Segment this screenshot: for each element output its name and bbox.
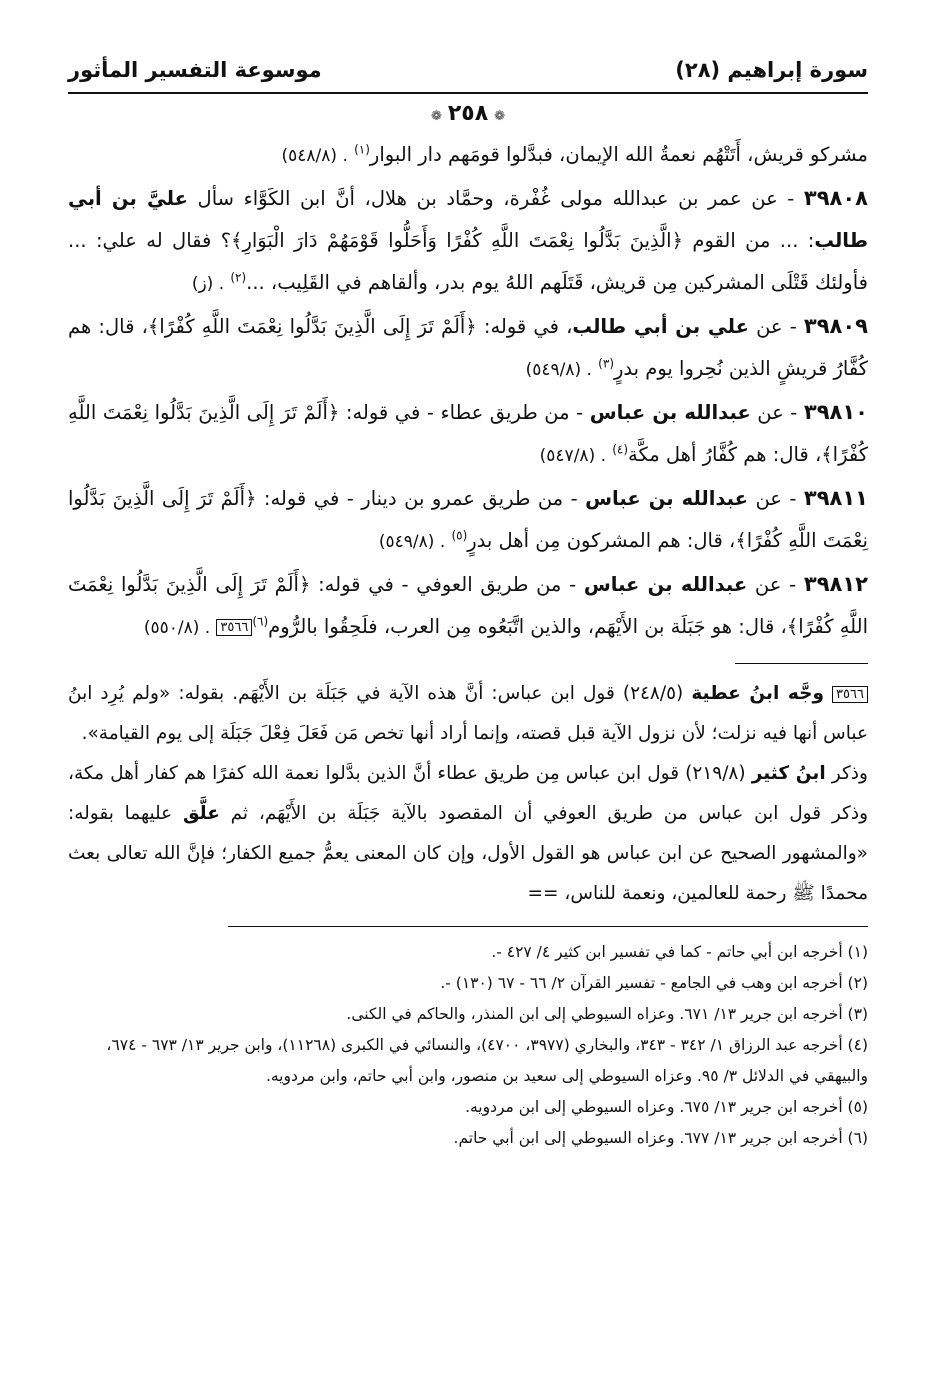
footnote: (٤) أخرجه عبد الرزاق ١/ ٣٤٢ - ٣٤٣، والبخاري (٣٩٧٧، ٤٧٠٠)، والنسائي في الكبرى (١١٢٦٨)، وابن جرير ١٣/ ٦٧٣ - ٦٧٤، والبيهقي في الدلائل ٣/ ٩٥. وعزاه السيوطي إلى سعيد بن منصور، وابن أبي حاتم، وابن مردويه. (106, 1036, 868, 1085)
note-number-box: ٣٥٦٦ (832, 686, 868, 703)
entry: ٣٩٨١٢ - عن عبدالله بن عباس - من طريق العوفي - في قوله: ﴿أَلَمْ تَرَ إِلَى الَّذِينَ بَدَّلُوا نِعْمَتَ اللَّهِ كُفْرًا﴾، قال: هو جَبَلَة بن الأَيْهَم، والذين اتَّبَعُوه مِن العرب، فلَحِقُوا بالرُّوم$^{(٦)}$٣٥٦٦ . (٥٥٠/٨) (68, 572, 868, 638)
page-number: ❁٢٥٨❁ (68, 94, 868, 134)
entry-number: ٣٩٨١١ (803, 486, 868, 510)
entry: ٣٩٨٠٩ - عن علي بن أبي طالب، في قوله: ﴿أَلَمْ تَرَ إِلَى الَّذِينَ بَدَّلُوا نِعْمَتَ اللَّهِ كُفْرًا﴾، قال: هم كُفَّارُ قريشٍ الذين نُحِروا يوم بدرٍ$^{(٣)}$ . (٥٤٩/٨) (68, 314, 868, 380)
note-separator (735, 663, 868, 664)
ornament-icon: ❁ (430, 109, 442, 124)
footnote: (٣) أخرجه ابن جرير ١٣/ ٦٧١. وعزاه السيوطي إلى ابن المنذر، والحاكم في الكنى. (346, 1005, 868, 1023)
entry-number: ٣٩٨٠٨ (803, 186, 868, 210)
narrator-name: عبدالله بن عباس (585, 487, 748, 510)
commentary-note: ٣٥٦٦ وجَّه ابنُ عطية (٢٤٨/٥) قول ابن عباس: أنَّ هذه الآية في جَبَلَة بن الأَيْهَم. بقوله: «ولم يُرِد ابنُ عباس أنها فيه نزلت؛ لأن نزول الآية قبل قصته، وإنما أراد أنها تخص مَن فَعَلَ فِعْلَ جَبَلَة إلى يوم القيامة». وذكر ابنُ كثير (٢١٩/٨) قول ابن عباس مِن طريق عطاء أنَّ الذين بدَّلوا نعمة الله كفرًا هم كفار أهل مكة، وذكر قول ابن عباس من طريق العوفي أن المقصود بالآية جَبَلَة بن الأَيْهَم، ثم علَّق عليهما بقوله: «والمشهور الصحيح عن ابن عباس هو القول الأول، وإن كان المعنى يعمُّ جميع الكفار؛ فإنَّ الله تعالى بعث محمدًا ﷺ رحمة للعالمين، ونعمة للناس، == (68, 683, 869, 904)
entry: ٣٩٨٠٨ - عن عمر بن عبدالله مولى غُفْرة، وحمَّاد بن هلال، أنَّ ابن الكَوَّاء سأل عليَّ بن أبي طالب: ... من القوم ﴿الَّذِينَ بَدَّلُوا نِعْمَتَ اللَّهِ كُفْرًا وَأَحَلُّوا قَوْمَهُمْ دَارَ الْبَوَارِ﴾؟ فقال له علي: ... فأولئك قَتْلَى المشركين مِن قريش، قَتَلَهم اللهُ يوم بدر، وألقاهم في القَلِيب، ...$^{(٢)}$ . (ز) (68, 186, 868, 294)
narrator-name: عبدالله بن عباس (589, 401, 751, 424)
entry: مشركو قريش، أَتَتْهُم نعمةُ الله الإيمان، فبدَّلوا قومَهم دار البوار$^{(١)}$ . (٥٤٨/٨) (281, 142, 868, 166)
running-header (68, 52, 868, 94)
footnotes (68, 937, 868, 1154)
entry-number: ٣٩٨١٠ (803, 400, 868, 424)
entry: ٣٩٨١٠ - عن عبدالله بن عباس - من طريق عطاء - في قوله: ﴿أَلَمْ تَرَ إِلَى الَّذِينَ بَدَّلُوا نِعْمَتَ اللَّهِ كُفْرًا﴾، قال: هم كُفَّارُ أهل مكَّة$^{(٤)}$ . (٥٤٧/٨) (68, 400, 868, 466)
entry: ٣٩٨١١ - عن عبدالله بن عباس - من طريق عمرو بن دينار - في قوله: ﴿أَلَمْ تَرَ إِلَى الَّذِينَ بَدَّلُوا نِعْمَتَ اللَّهِ كُفْرًا﴾، قال: هم المشركون مِن أهل بدرٍ$^{(٥)}$ . (٥٤٩/٨) (68, 486, 868, 552)
book-title: موسوعة التفسير المأثور (68, 58, 322, 82)
footnote: (١) أخرجه ابن أبي حاتم - كما في تفسير ابن كثير ٤/ ٤٢٧ -. (491, 943, 868, 961)
footnote: (٦) أخرجه ابن جرير ١٣/ ٦٧٧. وعزاه السيوطي إلى ابن أبي حاتم. (453, 1129, 868, 1147)
ornament-icon: ❁ (494, 109, 506, 124)
footnote: (٥) أخرجه ابن جرير ١٣/ ٦٧٥. وعزاه السيوطي إلى ابن مردويه. (465, 1098, 868, 1116)
note-reference-box[interactable]: ٣٥٦٦ (216, 619, 252, 636)
footnote-separator (228, 926, 868, 927)
narrator-name: عبدالله بن عباس (583, 573, 748, 596)
entry-number: ٣٩٨٠٩ (803, 314, 868, 338)
entry-number: ٣٩٨١٢ (803, 572, 868, 596)
main-text (68, 134, 868, 649)
narrator-name: علي بن أبي طالب (572, 315, 749, 338)
footnote: (٢) أخرجه ابن وهب في الجامع - تفسير القرآن ٢/ ٦٦ - ٦٧ (١٣٠) -. (440, 974, 868, 992)
surah-title: سورة إبراهيم (٢٨) (675, 58, 868, 82)
book-page (68, 52, 868, 1154)
narrator-name: عليَّ بن أبي طالب (68, 187, 868, 252)
